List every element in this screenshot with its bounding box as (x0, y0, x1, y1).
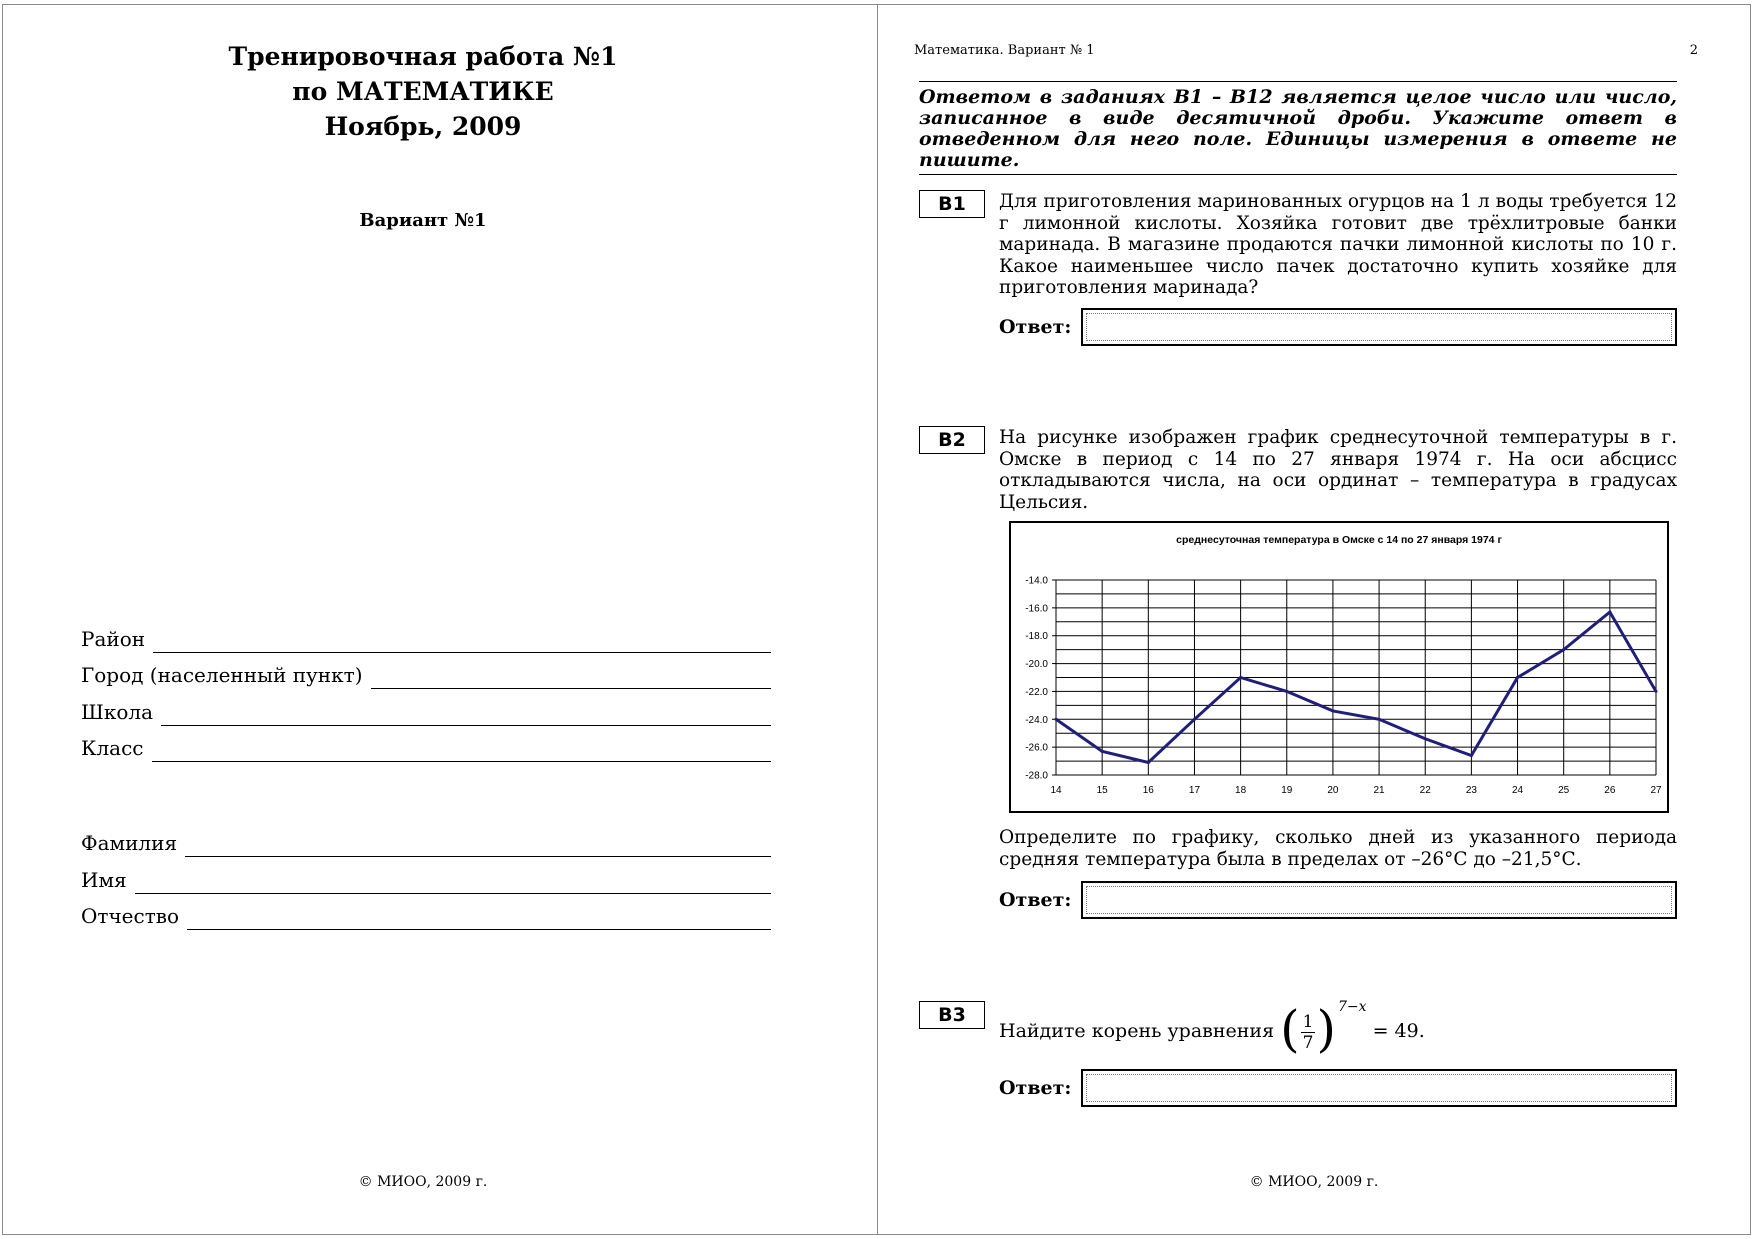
task-b1-answer-box[interactable] (1081, 308, 1677, 346)
data-point (1101, 750, 1104, 753)
y-tick-label: -16.0 (1025, 603, 1048, 615)
x-tick-label: 25 (1558, 785, 1570, 796)
city-line[interactable] (371, 666, 772, 689)
district-label: Район (81, 627, 146, 651)
fraction (1301, 1012, 1316, 1053)
data-point (1516, 676, 1519, 679)
surname-line[interactable] (185, 834, 771, 857)
task-b3-answer (999, 1069, 1677, 1107)
temperature-series-line (1056, 612, 1656, 762)
class-label: Класс (81, 736, 144, 760)
answer-box-inner (1086, 1074, 1672, 1102)
x-tick-label: 21 (1373, 785, 1385, 796)
class-line[interactable] (152, 739, 771, 762)
task-b1-answer (999, 308, 1677, 346)
patronymic-line[interactable] (187, 907, 771, 930)
answer-box-inner (1086, 886, 1672, 914)
left-page (2, 4, 878, 1235)
task-b3-label: B3 (919, 1001, 985, 1029)
data-point (1655, 690, 1658, 693)
fraction-denominator: 7 (1302, 1032, 1314, 1053)
data-point (1470, 754, 1473, 757)
right-paren: ) (1316, 1000, 1336, 1058)
task-b1-text: Для приготовления маринованных огурцов на 1 л воды требуется 12 г лимонной кислоты. Хозяйка готовит две трёхлитровые банки маринада. В магазине продаются пачки лимонной кислоты по 10 г. Какое наименьшее число пачек достаточно купить хозяйке для приготовления маринада? (999, 191, 1677, 298)
surname-label: Фамилия (81, 831, 178, 855)
data-point (1239, 676, 1242, 679)
answer-box-inner (1086, 313, 1672, 341)
city-field (81, 657, 771, 687)
data-point (1331, 709, 1334, 712)
x-tick-label: 16 (1142, 785, 1154, 796)
task-b2-text: На рисунке изображен график среднесуточной температуры в г. Омске в период с 14 по 27 января 1974 г. На оси абсцисс откладываются числа, на оси ординат – температура в градусах Цельсия. (999, 427, 1677, 513)
x-tick-label: 17 (1188, 785, 1201, 796)
title-line-1: Тренировочная работа №1 (228, 42, 618, 71)
x-tick-label: 20 (1327, 785, 1339, 796)
chart-title: среднесуточная температура в Омске с 14 по 27 января 1974 г (1176, 534, 1502, 546)
y-tick-label: -18.0 (1025, 631, 1048, 643)
equation-prefix: Найдите корень уравнения (999, 1020, 1275, 1042)
data-point (1193, 718, 1196, 721)
x-tick-label: 26 (1604, 785, 1616, 796)
temperature-chart-frame (1009, 521, 1669, 813)
temperature-chart (1011, 523, 1667, 811)
page-title (3, 39, 843, 144)
task-b2-answer-box[interactable] (1081, 881, 1677, 919)
patronymic-label: Отчество (81, 904, 180, 928)
data-point (1055, 718, 1058, 721)
equation-suffix: = 49. (1372, 1020, 1425, 1042)
task-b2-question: Определите по графику, сколько дней из указанного периода средняя температура была в пределах от –26°С до –21,5°С. (999, 827, 1677, 870)
data-point (1378, 718, 1381, 721)
right-footer: © МИОО, 2009 г. (1249, 1174, 1379, 1190)
district-field (81, 621, 771, 651)
y-tick-label: -26.0 (1025, 742, 1048, 754)
y-tick-label: -28.0 (1025, 770, 1048, 782)
x-tick-label: 14 (1050, 785, 1062, 796)
name-field (81, 862, 771, 892)
x-tick-label: 18 (1235, 785, 1247, 796)
city-label: Город (населенный пункт) (81, 663, 363, 687)
x-tick-label: 24 (1511, 785, 1524, 796)
name-label: Имя (81, 868, 127, 892)
fraction-numerator: 1 (1302, 1011, 1314, 1032)
task-b2-label: B2 (919, 426, 985, 454)
chart-series (1055, 611, 1658, 764)
data-point (1608, 611, 1611, 614)
answer-label: Ответ: (999, 889, 1072, 911)
x-tick-label: 23 (1465, 785, 1477, 796)
data-point (1562, 648, 1565, 651)
right-page (877, 4, 1751, 1235)
task-b2-answer (999, 881, 1677, 919)
y-tick-label: -22.0 (1025, 686, 1048, 698)
data-point (1147, 761, 1150, 764)
answer-label: Ответ: (999, 316, 1072, 338)
data-point (1285, 690, 1288, 693)
district-line[interactable] (153, 630, 771, 653)
data-point (1424, 737, 1427, 740)
equation-exponent: 7−x (1337, 999, 1367, 1015)
left-paren: ( (1280, 1000, 1300, 1058)
running-header: Математика. Вариант № 1 (914, 43, 1095, 58)
chart-grid (1056, 580, 1656, 775)
page-number: 2 (1689, 43, 1698, 58)
name-line[interactable] (135, 871, 771, 894)
answer-label: Ответ: (999, 1077, 1072, 1099)
y-tick-label: -14.0 (1025, 575, 1048, 587)
x-tick-label: 19 (1281, 785, 1293, 796)
surname-field (81, 825, 771, 855)
y-tick-label: -24.0 (1025, 714, 1048, 726)
variant-label: Вариант №1 (359, 210, 487, 231)
school-field (81, 694, 771, 724)
task-b3-answer-box[interactable] (1081, 1069, 1677, 1107)
title-line-2: по МАТЕМАТИКЕ (292, 77, 554, 106)
chart-axes (1025, 576, 1662, 797)
school-label: Школа (81, 700, 153, 724)
school-line[interactable] (161, 703, 771, 726)
y-tick-label: -20.0 (1025, 659, 1048, 671)
task-b3-equation (999, 999, 1425, 1061)
x-tick-label: 27 (1650, 785, 1662, 796)
title-line-3: Ноябрь, 2009 (324, 112, 522, 141)
patronymic-field (81, 898, 771, 928)
task-b1-label: B1 (919, 190, 985, 218)
class-field (81, 730, 771, 760)
instructions: Ответом в заданиях B1 – B12 является целое число или число, записанное в виде десятичной дроби. Укажите ответ в отведенном для него поле. Единицы измерения в ответе не пишите. (919, 81, 1677, 175)
left-footer: © МИОО, 2009 г. (358, 1174, 488, 1190)
x-tick-label: 15 (1096, 785, 1108, 796)
x-tick-label: 22 (1419, 785, 1431, 796)
